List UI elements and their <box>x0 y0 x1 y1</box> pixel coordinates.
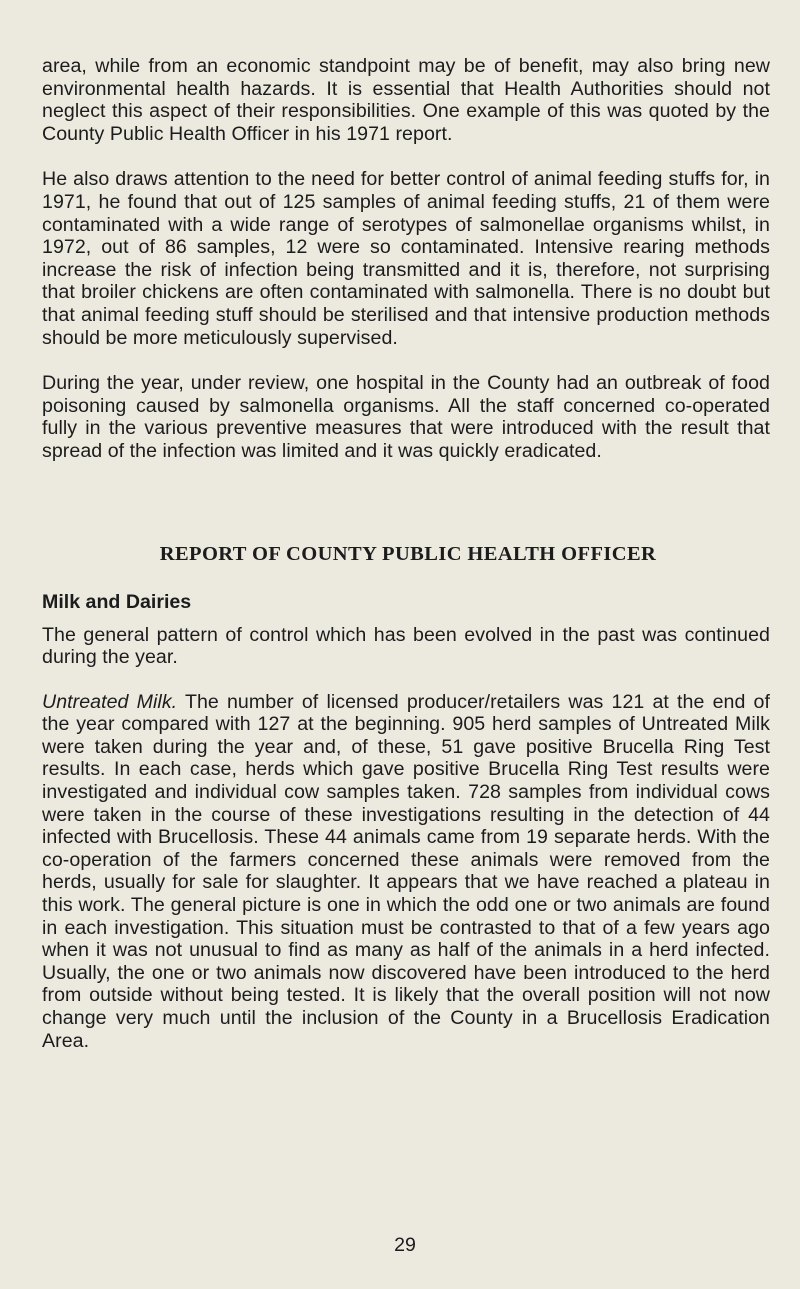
report-heading: REPORT OF COUNTY PUBLIC HEALTH OFFICER <box>159 542 657 565</box>
paragraph-animal-feeding-stuffs: He also draws attention to the need for better control of animal feeding stuffs for, in 1971, he found that out of 125 samples of animal feeding stuffs, 21 of them were contaminated with a wide range of serotypes of salmonellae organisms whilst, in 1972, out of 86 samples, 12 were so contaminated. Intensive rearing methods increase the risk of infection being transmitted and it is, therefore, not surprising that broiler chickens are often contaminated with salmonella. There is no doubt but that animal feeding stuff should be sterilised and that intensive production methods should be more meticulously supervised. <box>42 168 770 349</box>
paragraph-untreated-milk <box>42 691 770 1053</box>
section-heading-milk-dairies: Milk and Dairies <box>42 590 192 613</box>
paragraph-hospital-outbreak: During the year, under review, one hospital in the County had an outbreak of food poisoning caused by salmonella organisms. All the staff concerned co-operated fully in the various preventive measures that were introduced with the result that spread of the infection was limited and it was quickly eradicated. <box>42 372 770 462</box>
untreated-milk-body: The number of licensed producer/retailers was 121 at the end of the year compared with 127 at the beginning. 905 herd samples of Untreated Milk were taken during the year and, of these, 51 gave positive Brucella Ring Test results. In each case, herds which gave positive Brucella Ring Test results were investigated and individual cow samples taken. 728 samples from individual cows were taken in the course of these investigations resulting in the detection of 44 infected with Brucellosis. These 44 animals came from 19 separate herds. With the co-operation of the farmers concerned these animals were removed from the herds, usually for sale for slaughter. It appears that we have reached a plateau in this work. The general picture is one in which the odd one or two animals are found in each investigation. This situation must be contrasted to that of a few years ago when it was not unusual to find as many as half of the animals in a herd infected. Usually, the one or two animals now discovered have been introduced to the herd from outside without being tested. It is likely that the overall position will not now change very much until the inclusion of the County in a Brucellosis Eradication Area. <box>42 690 770 1052</box>
untreated-milk-lead: Untreated Milk. <box>42 690 178 713</box>
paragraph-environmental-hazards: area, while from an economic standpoint may be of benefit, may also bring new environmental health hazards. It is essential that Health Authorities should not neglect this aspect of their responsibilities. One example of this was quoted by the County Public Health Officer in his 1971 report. <box>42 55 770 145</box>
page-number: 29 <box>394 1234 416 1256</box>
document-page <box>42 55 770 1052</box>
paragraph-general-pattern: The general pattern of control which has been evolved in the past was continued during the year. <box>42 623 770 669</box>
